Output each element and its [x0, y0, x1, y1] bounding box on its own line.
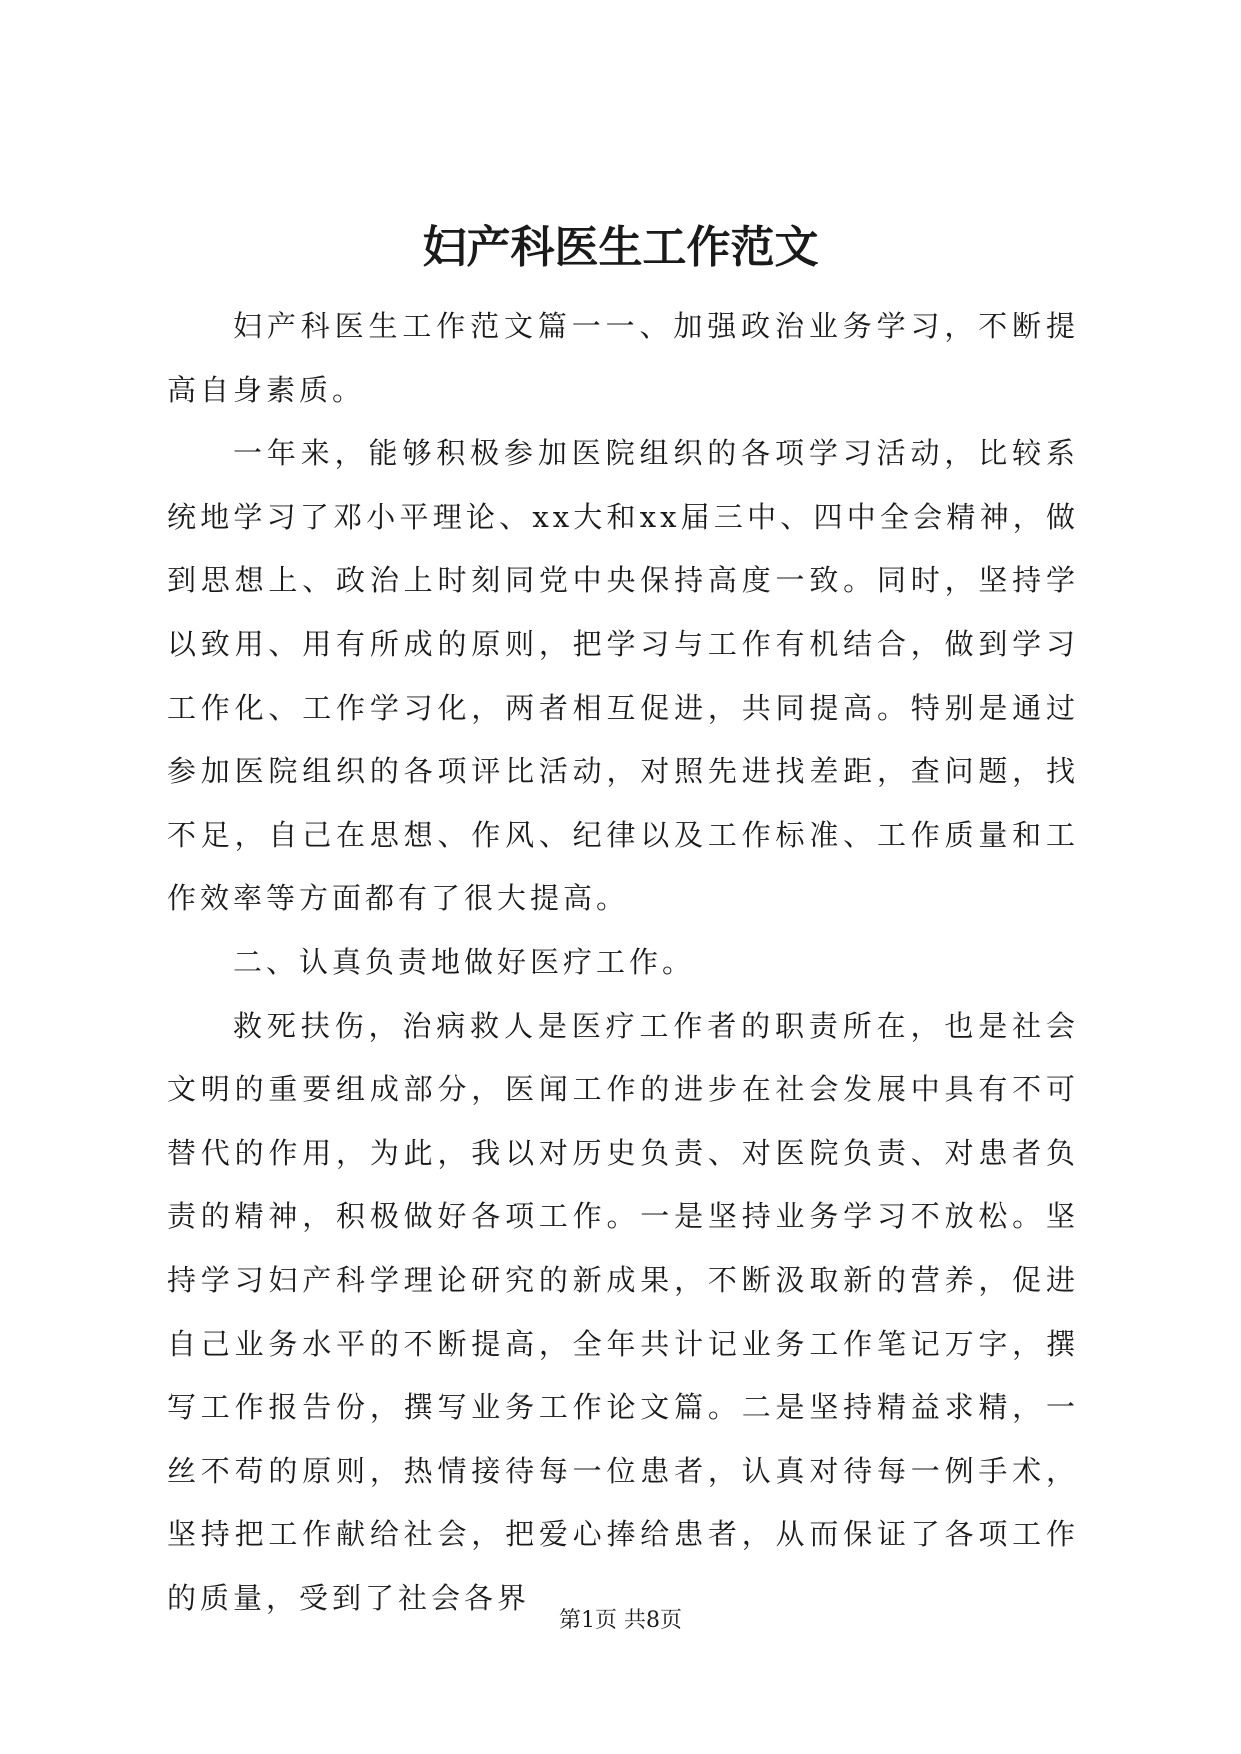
paragraph-medical-heading: 二、认真负责地做好医疗工作。 — [233, 944, 696, 979]
paragraph-study-details: 一年来，能够积极参加医院组织的各项学习活动，比较系统地学习了邓小平理论、xx大和xx届三中、四中全会精神，做到思想上、政治上时刻同党中央保持高度一致。同时，坚持学以致用、用有所成的原则，把学习与工作有机结合，做到学习工作化、工作学习化，两者相互促进，共同提高。特别是通过参加医院组织的各项评比活动，对照先进找差距，查问题，找不足，自己在思想、作风、纪律以及工作标准、工作质量和工作效率等方面都有了很大提高。 — [167, 436, 1079, 916]
document-title: 妇产科医生工作范文 — [422, 222, 819, 273]
paragraph-medical-details: 救死扶伤，治病救人是医疗工作者的职责所在，也是社会文明的重要组成部分，医闻工作的进步在社会发展中具有不可替代的作用，为此，我以对历史负责、对医院负责、对患者负责的精神，积极做好各项工作。一是坚持业务学习不放松。坚持学习妇产科学理论研究的新成果，不断汲取新的营养，促进自己业务水平的不断提高，全年共计记业务工作笔记万字，撰写工作报告份，撰写业务工作论文篇。二是坚持精益求精，一丝不苟的原则，热情接待每一位患者，认真对待每一例手术，坚持把工作献给社会，把爱心捧给患者，从而保证了各项工作的质量，受到了社会各界 — [167, 1008, 1079, 1615]
page-number-footer: 第1页 共8页 — [559, 1608, 682, 1633]
document-body — [167, 295, 1079, 1630]
paragraph-study: 妇产科医生工作范文篇一一、加强政治业务学习，不断提高自身素质。 — [167, 309, 1079, 407]
